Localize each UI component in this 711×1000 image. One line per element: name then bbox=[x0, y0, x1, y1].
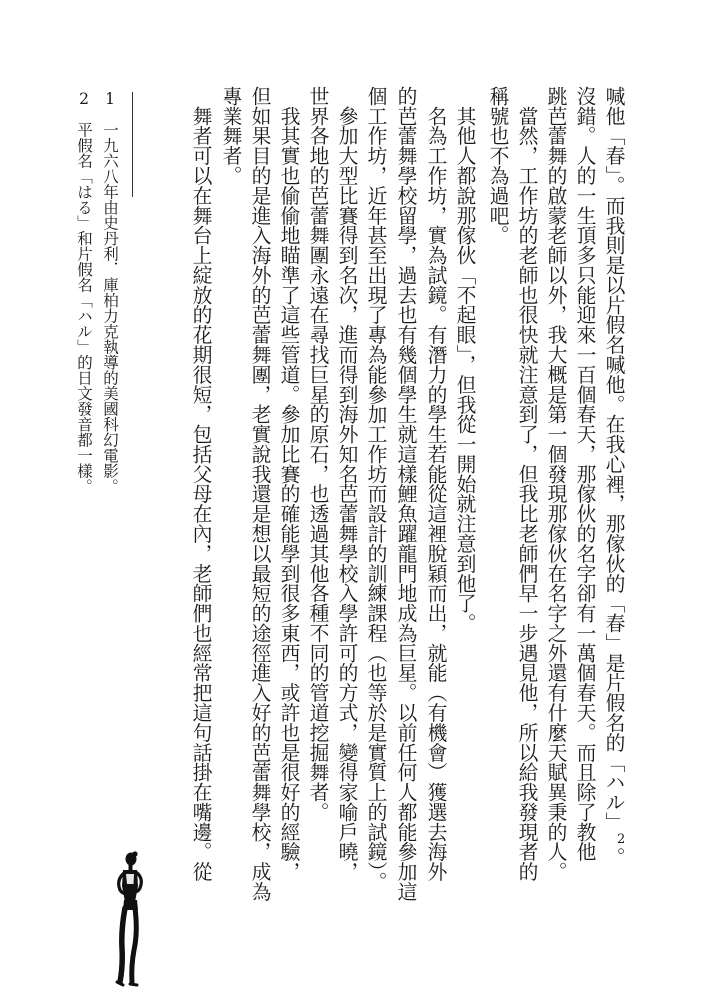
footnote-1-text: 一九六八年由史丹利．庫柏力克執導的美國科幻電影。 bbox=[101, 122, 119, 494]
footnote-ref-2[interactable]: 2 bbox=[613, 831, 629, 848]
footnote-2-number: 2 bbox=[75, 90, 93, 108]
body-column-9: 個工作坊，近年甚至出現了專為能參加工作坊而設計的訓練課程（也等於是實質上的試鏡）。 bbox=[364, 86, 387, 892]
body-column-13: 但如果目的是進入海外的芭蕾舞團，老實說我還是想以最短的途徑進入好的芭蕾舞學校，成為 bbox=[248, 86, 271, 902]
body-column-1 bbox=[599, 86, 629, 867]
ballet-dancer-silhouette-icon bbox=[104, 850, 152, 988]
body-column-1-text: 喊他「春」。而我則是以片假名喊他。在我心裡，那傢伙的「春」是片假名的「ハル」 bbox=[602, 86, 625, 832]
body-column-7: 名為工作坊，實為試鏡。有潛力的學生若能從這裡脫穎而出，就能（有機會）獲選去海外 bbox=[424, 86, 447, 882]
footnote-2 bbox=[74, 90, 94, 870]
footnote-2-text: 平假名「はる」和片假名「ハル」的日文發音都一樣。 bbox=[75, 122, 93, 494]
footnote-1-number: 1 bbox=[101, 90, 119, 108]
body-column-6: 其他人都說那傢伙「不起眼」，但我從一開始就注意到他了。 bbox=[453, 86, 476, 634]
body-column-10: 參加大型比賽得到名次，進而得到海外知名芭蕾舞學校入學許可的方式，變得家喻戶曉， bbox=[335, 86, 358, 882]
body-column-14: 專業舞者。 bbox=[219, 86, 242, 186]
body-column-2: 沒錯。人的一生頂多只能迎來一百個春天，那傢伙的名字卻有一萬個春天。而且除了教他 bbox=[573, 86, 596, 862]
body-column-12: 我其實也偷偷地瞄準了這些管道。參加比賽的確能學到很多東西，或許也是很好的經驗， bbox=[277, 86, 300, 882]
body-column-1-tail: 。 bbox=[602, 847, 625, 867]
body-column-8: 的芭蕾舞學校留學，過去也有幾個學生就這樣鯉魚躍龍門地成為巨星。以前任何人都能參加這 bbox=[394, 86, 417, 902]
body-column-4: 當然，工作坊的老師也很快就注意到了，但我比老師們早一步遇見他，所以給我發現者的 bbox=[515, 86, 538, 882]
body-column-3: 跳芭蕾舞的啟蒙老師以外，我大概是第一個發現那傢伙在名字之外還有什麼天賦異秉的人。 bbox=[544, 86, 567, 882]
footnote-separator bbox=[132, 92, 133, 197]
body-column-15: 舞者可以在舞台上綻放的花期很短，包括父母在內，老師們也經常把這句話掛在嘴邊。從 bbox=[189, 86, 212, 882]
body-column-5: 稱號也不為過吧。 bbox=[486, 86, 509, 246]
body-column-11: 世界各地的芭蕾舞團永遠在尋找巨星的原石，也透過其他各種不同的管道挖掘舞者。 bbox=[306, 86, 329, 822]
footnote-1 bbox=[100, 90, 120, 870]
